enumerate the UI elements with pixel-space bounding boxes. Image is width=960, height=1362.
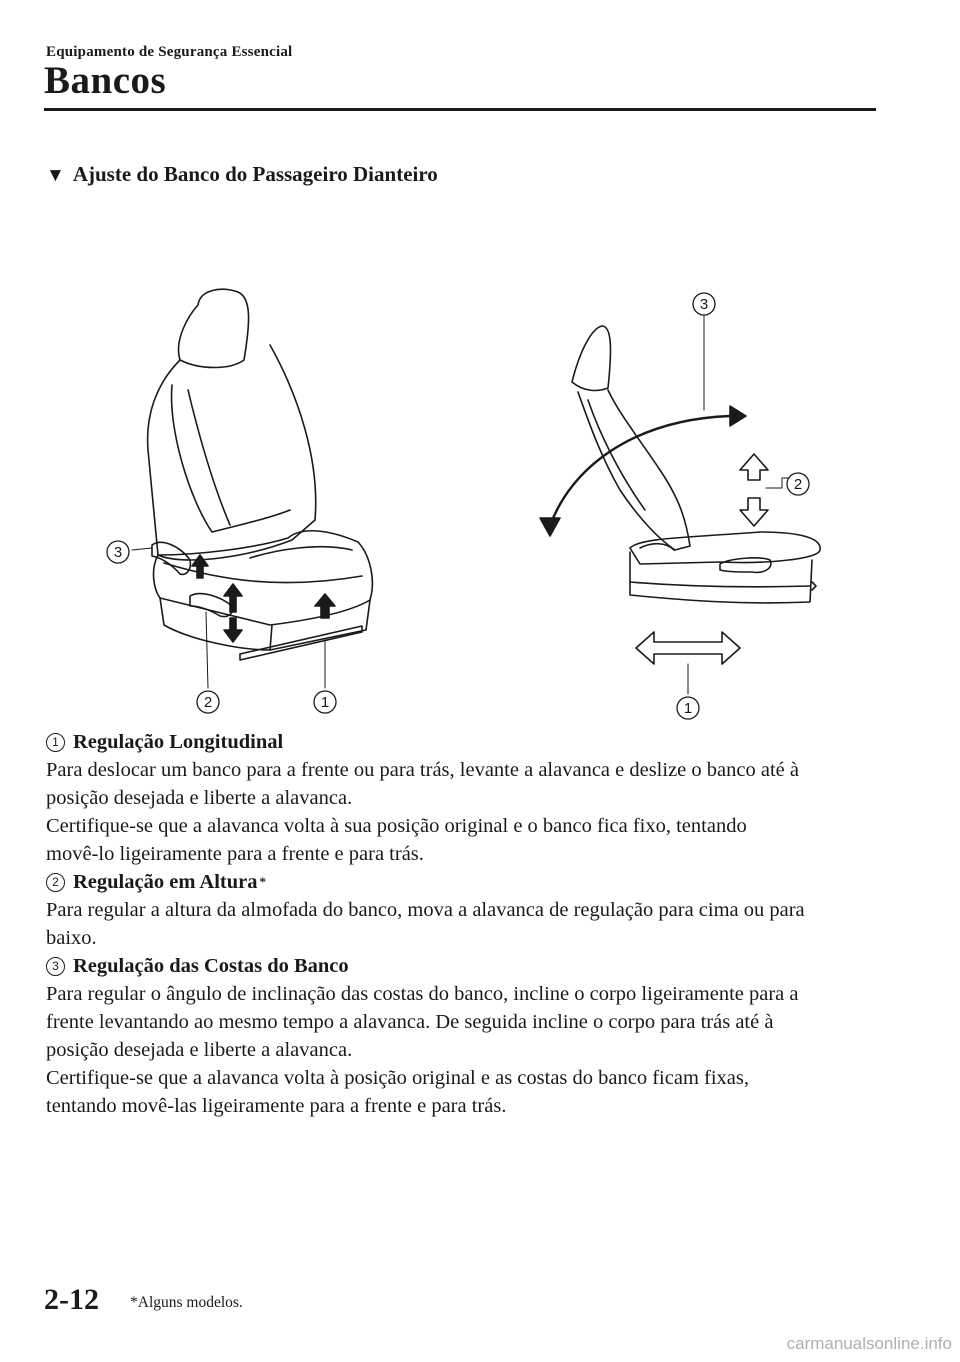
subsection-heading xyxy=(46,162,438,187)
callout-3-right-label: 3 xyxy=(699,296,709,313)
seat-front-view xyxy=(132,289,372,688)
callout-1-right-label: 1 xyxy=(683,700,693,717)
item-heading xyxy=(46,728,886,756)
number-circle: 2 xyxy=(46,873,65,892)
item-heading xyxy=(46,952,886,980)
number-circle: 3 xyxy=(46,957,65,976)
item-height xyxy=(46,868,886,952)
triangle-down-icon: ▼ xyxy=(46,165,65,186)
number-circle: 1 xyxy=(46,733,65,752)
callout-2-right-label: 2 xyxy=(793,476,803,493)
page-number: 2-12 xyxy=(44,1283,99,1316)
seat-side-view xyxy=(540,316,820,694)
item-paragraph: baixo. xyxy=(46,927,97,949)
chapter-title: Bancos xyxy=(44,59,167,102)
adjustment-descriptions xyxy=(46,728,886,1120)
item-paragraph: Para deslocar um banco para a frente ou para trás, levante a alavanca e deslize o banco até à xyxy=(46,759,799,781)
subsection-title: Ajuste do Banco do Passageiro Dianteiro xyxy=(72,162,438,186)
item-paragraph: Certifique-se que a alavanca volta à sua posição original e o banco fica fixo, tentando xyxy=(46,815,747,837)
callout-1-left-label: 1 xyxy=(320,694,330,711)
callout-3-left-label: 3 xyxy=(113,544,123,561)
footnote: *Alguns modelos. xyxy=(130,1294,243,1311)
seat-adjustment-illustration xyxy=(40,220,880,720)
watermark: carmanualsonline.info xyxy=(786,1334,952,1353)
item-backrest xyxy=(46,952,886,1120)
item-longitudinal xyxy=(46,728,886,868)
item-paragraph: frente levantando ao mesmo tempo a alavanca. De seguida incline o corpo para trás até à xyxy=(46,1011,774,1033)
item-paragraph: posição desejada e liberte a alavanca. xyxy=(46,787,353,809)
title-divider xyxy=(44,108,876,111)
item-paragraph: Para regular a altura da almofada do banco, mova a alavanca de regulação para cima ou para xyxy=(46,899,805,921)
item-paragraph: Para regular o ângulo de inclinação das costas do banco, incline o corpo ligeiramente para a xyxy=(46,983,799,1005)
item-heading xyxy=(46,868,886,896)
asterisk-mark: * xyxy=(259,874,266,889)
section-label: Equipamento de Segurança Essencial xyxy=(46,44,293,60)
item-paragraph: posição desejada e liberte a alavanca. xyxy=(46,1039,353,1061)
item-paragraph: Certifique-se que a alavanca volta à posição original e as costas do banco ficam fixas, xyxy=(46,1067,749,1089)
item-paragraph: movê-lo ligeiramente para a frente e para trás. xyxy=(46,843,424,865)
item-heading-text: Regulação Longitudinal xyxy=(73,731,284,753)
item-heading-text: Regulação em Altura xyxy=(73,871,258,893)
item-paragraph: tentando movê-las ligeiramente para a frente e para trás. xyxy=(46,1095,507,1117)
item-heading-text: Regulação das Costas do Banco xyxy=(73,955,349,977)
callout-2-left-label: 2 xyxy=(203,694,213,711)
